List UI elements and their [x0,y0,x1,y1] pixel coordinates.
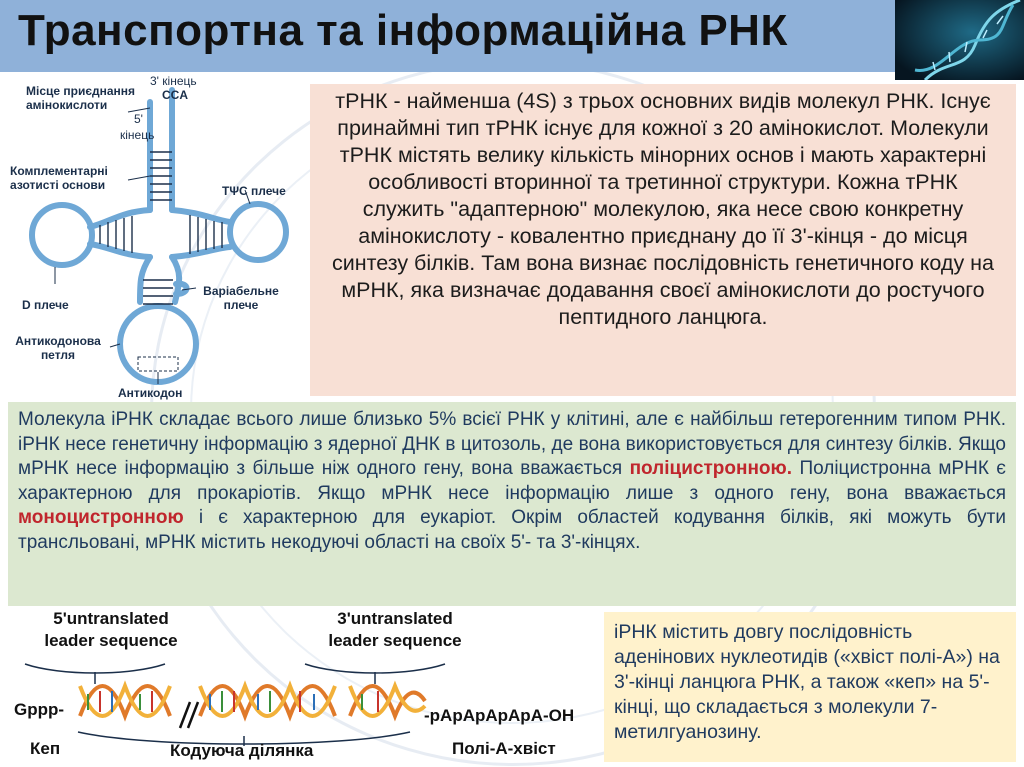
label-d-arm: D плече [22,298,69,312]
trna-text-box [310,84,1016,396]
trna-cloverleaf-diagram [0,72,310,402]
label-anticodon: Антикодон [118,386,183,400]
label-tpsic-arm: TΨC плече [222,184,286,198]
label-5-prime: 5' [134,112,143,126]
label-5-utr: 5'untranslated leader sequence [44,609,178,650]
label-aminoacid-site: Місце приєднання амінокислоти [26,84,136,112]
label-gppp: Gppp- [14,700,65,719]
label-complementary-bases: Комплементарні азотисті основи [10,164,108,192]
irna-text-part1: Молекула іРНК складає всього лише близько 5% всієї РНК у клітині, але є найбільш гетерогенним типом РНК. іРНК несе генетичну інформацію з ядерної ДНК в цитозоль, де вона використовується для синтезу білків. Якщо мРНК несе інформацію з більше ніж одного гену, вона вважається [18,409,1006,479]
label-cap: Кеп [30,739,61,758]
label-polya-tail: Полі-А-хвіст [452,739,556,758]
label-anticodon-loop: Антикодонова петля [15,334,101,362]
irna-text-part2: Поліцистронна мРНК є характерною для прокаріотів. Якщо мРНК несе інформацію лише з одного гену, вона вважається [18,458,1006,504]
polya-text-box [604,612,1016,762]
title-bar [0,0,895,72]
highlight-monocistronic: моноцистронною [18,507,184,528]
label-5-end: кінець [120,128,155,142]
label-polya-sequence: -pApApApApA-OH [424,706,575,725]
trna-paragraph: тРНК - найменша (4S) з трьох основних видів молекул РНК. Існує принаймні тип тРНК існує для кожної з 20 амінокислот. Молекули тРНК містять велику кількість мінорних основ і мають характерні особливості вторинної та третинної структури. Кожна тРНК служить "адаптерною" молекулою, яка несе свою конкретну амінокислоту - ковалентно приєднану до її 3'-кінця - до місця синтезу білків. Там вона визнає послідовність генетичного коду на мРНК, яка визначає додавання своєї амінокислоти до ростучого пептидного ланцюга. [331,89,995,329]
mrna-structure-diagram [0,606,600,767]
highlight-polycistronic: поліцистронною. [629,458,793,479]
label-coding-region: Кодуюча ділянка [170,741,314,760]
dna-helix-image [895,0,1024,80]
label-cca: CCA [162,88,188,102]
irna-paragraph [8,402,1016,555]
irna-text-box [8,402,1016,606]
slide-title: Транспортна та інформаційна РНК [18,6,788,55]
irna-text-part3: і є характерною для еукаріот. Окрім областей кодування білків, які можуть бути трансльовані, мРНК містить некодуючі області на своїх 5'- та 3'-кінцях. [18,507,1006,553]
polya-paragraph: іРНК містить довгу послідовність аденінових нуклеотидів («хвіст полі-А») на 3'-кінці ланцюга РНК, а також «кеп» на 5'-кінці, що складається з молекули 7-метилгуанозину. [614,621,1000,743]
label-3-end: 3' кінець [150,74,197,88]
label-variable-arm: Варіабельне плече [203,284,279,312]
label-3-utr: 3'untranslated leader sequence [328,609,462,650]
